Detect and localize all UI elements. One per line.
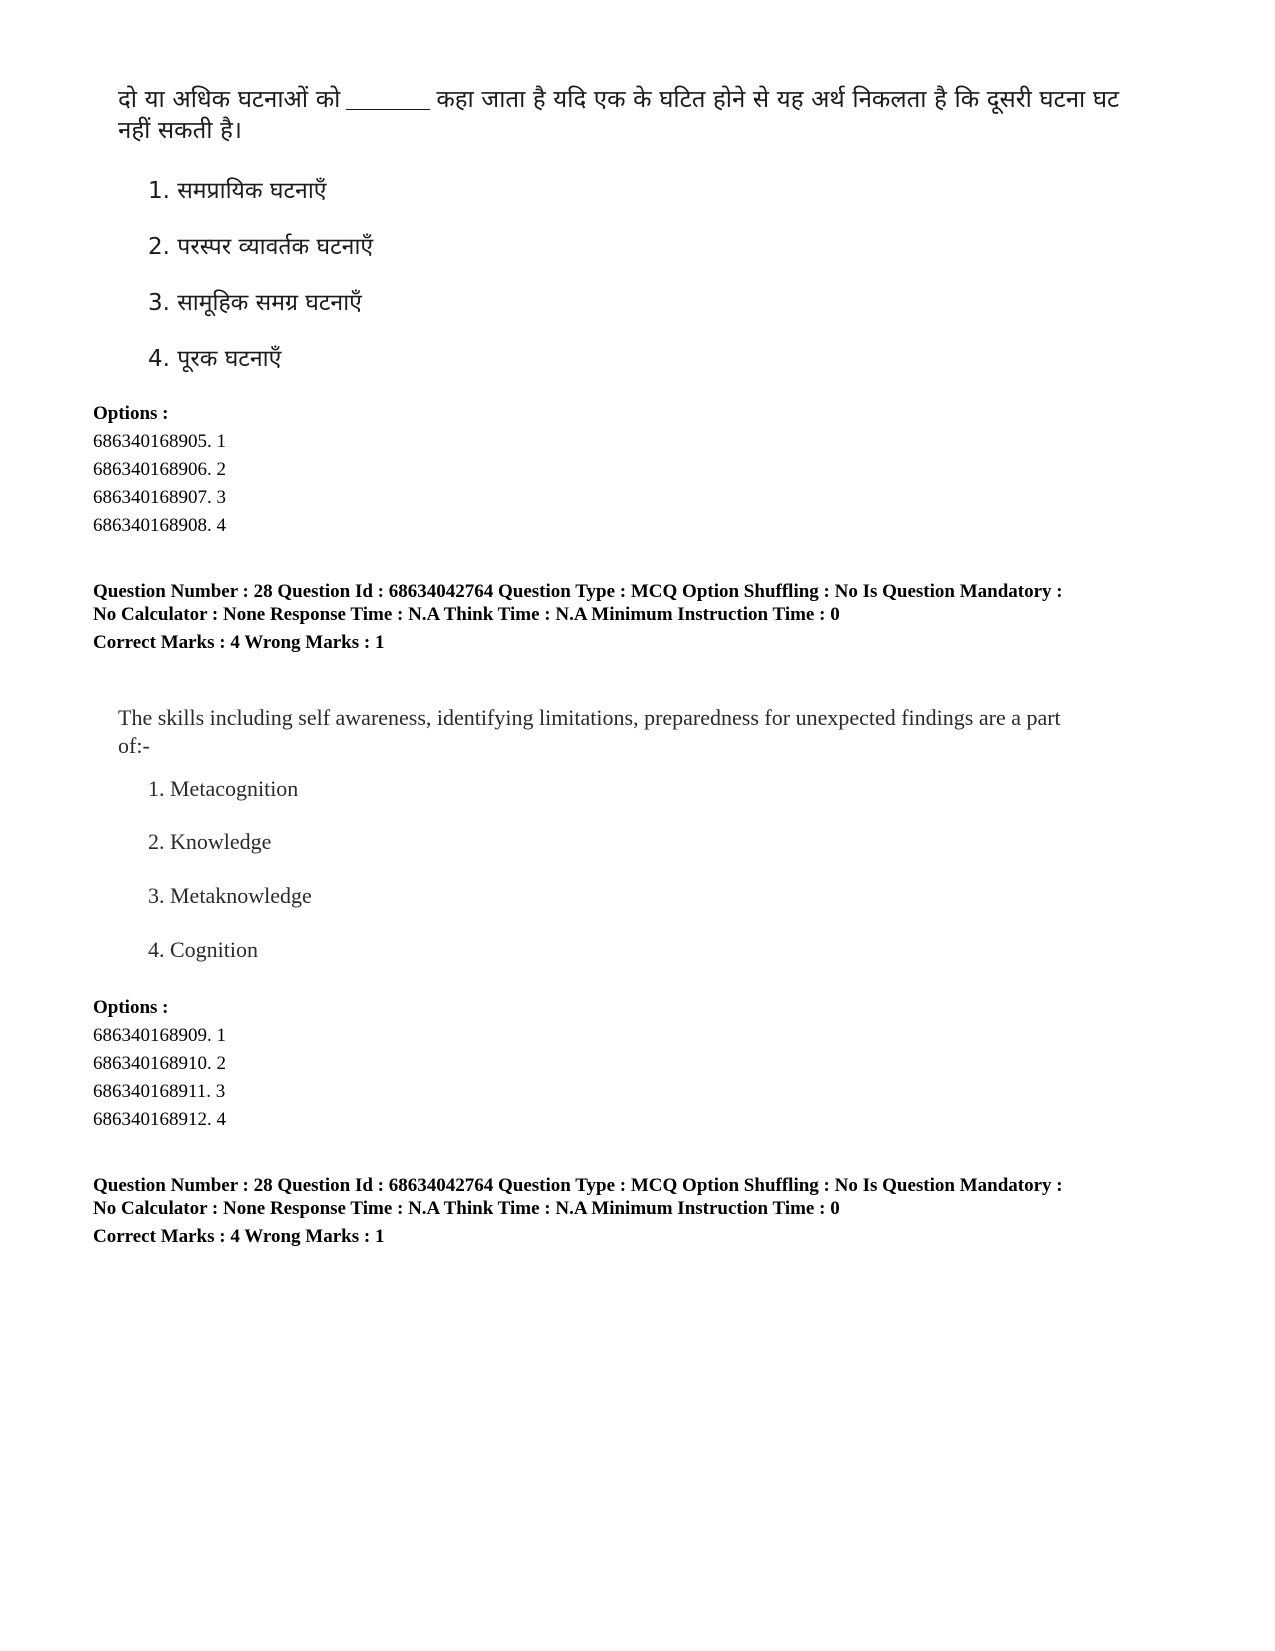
question-stem-line-2: of:-: [118, 733, 150, 758]
question-choice: 2. परस्पर व्यावर्तक घटनाएँ: [148, 234, 374, 260]
question-stem-line-2: नहीं सकती है।: [118, 116, 242, 144]
question-meta-line: No Calculator : None Response Time : N.A Think Time : N.A Minimum Instruction Time : 0: [93, 604, 840, 625]
question-meta-line: Question Number : 28 Question Id : 68634042764 Question Type : MCQ Option Shuffling : No Is Question Mandatory :: [93, 1175, 1063, 1196]
question-stem-english: [118, 704, 1178, 760]
question-choice: 2. Knowledge: [148, 829, 272, 854]
question-choice: 3. सामूहिक समग्र घटनाएँ: [148, 290, 362, 316]
option-item: 686340168910. 2: [93, 1053, 226, 1074]
question-choice: 1. समप्रायिक घटनाएँ: [148, 178, 327, 204]
options-label: Options :: [93, 403, 169, 424]
question-stem-after-blank: कहा जाता है यदि एक के घटित होने से यह अर्थ निकलता है कि दूसरी घटना घट: [436, 85, 1120, 113]
option-item: 686340168907. 3: [93, 487, 226, 508]
question-choice: 1. Metacognition: [148, 776, 299, 801]
question-stem-line-1: The skills including self awareness, identifying limitations, preparedness for unexpected findings are a part: [118, 705, 1061, 730]
question-meta-line: No Calculator : None Response Time : N.A Think Time : N.A Minimum Instruction Time : 0: [93, 1198, 840, 1219]
option-item: 686340168905. 1: [93, 431, 226, 452]
option-item: 686340168909. 1: [93, 1025, 226, 1046]
question-choice: 4. पूरक घटनाएँ: [148, 346, 282, 372]
question-stem-before-blank: दो या अधिक घटनाओं को: [118, 85, 341, 113]
question-meta-line: Question Number : 28 Question Id : 68634042764 Question Type : MCQ Option Shuffling : No Is Question Mandatory :: [93, 581, 1063, 602]
question-choice: 4. Cognition: [148, 937, 259, 962]
question-stem-hindi: [118, 84, 1178, 146]
option-item: 686340168908. 4: [93, 515, 226, 536]
question-marks-line: Correct Marks : 4 Wrong Marks : 1: [93, 1226, 385, 1247]
question-marks-line: Correct Marks : 4 Wrong Marks : 1: [93, 632, 385, 653]
option-item: 686340168911. 3: [93, 1081, 226, 1102]
fill-in-blank: [346, 109, 430, 110]
option-item: 686340168906. 2: [93, 459, 226, 480]
question-choice: 3. Metaknowledge: [148, 883, 312, 908]
options-label: Options :: [93, 997, 169, 1018]
option-item: 686340168912. 4: [93, 1109, 226, 1130]
